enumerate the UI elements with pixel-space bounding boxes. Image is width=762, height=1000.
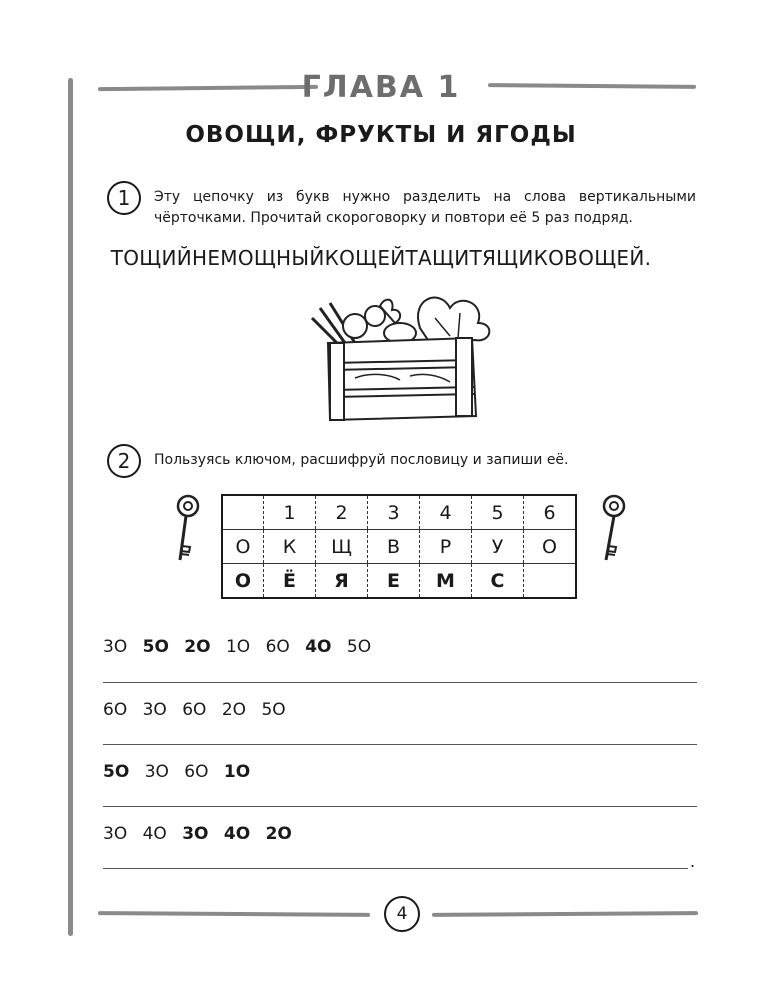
key-icon-left [170,494,206,564]
footer-stroke-left [98,911,370,917]
code-token: 3O [103,824,128,844]
task2-number: 2 [107,444,141,478]
cipher-cell: С [472,564,524,599]
cipher-cell: У [472,530,524,564]
code-token-bold: 1O [223,762,251,782]
cipher-cell: О [222,530,264,564]
code-token-bold: 4O [223,824,251,844]
code-token: 6O [182,700,207,720]
code-line-1 [103,637,381,657]
chapter-title: ГЛАВА 1 [301,70,461,105]
code-token-bold: 5O [142,637,169,657]
code-token-bold: 4O [305,637,332,657]
header-cell: 1 [264,495,316,530]
cipher-row-bold [222,564,576,599]
answer-line-2[interactable] [103,744,697,745]
key-icon-right [594,494,630,564]
cipher-cell: Щ [316,530,368,564]
code-token-bold: 2O [265,824,292,844]
vegetable-crate-illustration [300,288,500,428]
cipher-cell: М [420,564,472,599]
code-line-3 [103,762,260,782]
header-cell [222,495,264,530]
cipher-cell: О [222,564,264,599]
cipher-cell: К [264,530,316,564]
answer-line-1[interactable] [103,682,697,683]
cipher-cell: В [368,530,420,564]
cipher-row-regular [222,530,576,564]
code-token: 6O [265,637,290,657]
code-token: 3O [144,762,169,782]
left-margin-rule [68,78,73,936]
code-token: 1O [225,637,251,657]
answer-line-4[interactable] [103,868,688,869]
section-title: ОВОЩИ, ФРУКТЫ И ЯГОДЫ [185,122,577,148]
footer-stroke-right [432,911,698,917]
cipher-cell: Я [316,564,368,599]
cipher-cell: Е [368,564,420,599]
code-token: 3O [142,700,167,720]
answer-line-3[interactable] [103,806,697,807]
page-number: 4 [384,896,420,932]
letter-chain: ТОЩИЙНЕМОЩНЫЙКОЩЕЙТАЩИТЯЩИКОВОЩЕЙ. [110,246,652,270]
task2-instructions: Пользуясь ключом, расшифруй пословицу и запиши её. [154,452,569,468]
code-token-bold: 3O [182,824,209,844]
cipher-cell: О [524,530,577,564]
code-token: 4O [142,824,167,844]
header-cell: 6 [524,495,577,530]
header-cell: 4 [420,495,472,530]
header-cell: 3 [368,495,420,530]
code-token: 5O [261,700,286,720]
code-token: 5O [346,637,372,657]
cipher-cell: Ё [264,564,316,599]
code-token: 2O [221,700,247,720]
cipher-key-table [221,494,577,599]
code-token-bold: 2O [184,637,211,657]
header-cell: 2 [316,495,368,530]
header-cell: 5 [472,495,524,530]
task1-instructions: Эту цепочку из букв нужно разделить на слова вертикальными чёрточками. Прочитай скороговорку и повтори её 5 раз подряд. [154,189,696,226]
cipher-cell: Р [420,530,472,564]
code-token: 6O [184,762,209,782]
code-token: 6O [103,700,128,720]
code-line-4 [103,824,302,844]
task1-number: 1 [107,181,141,215]
code-token: 3O [103,637,128,657]
code-line-2 [103,700,296,720]
sentence-end-mark: . [690,852,696,871]
cipher-header-row [222,495,576,530]
cipher-cell [524,564,577,599]
code-token-bold: 5O [103,762,130,782]
